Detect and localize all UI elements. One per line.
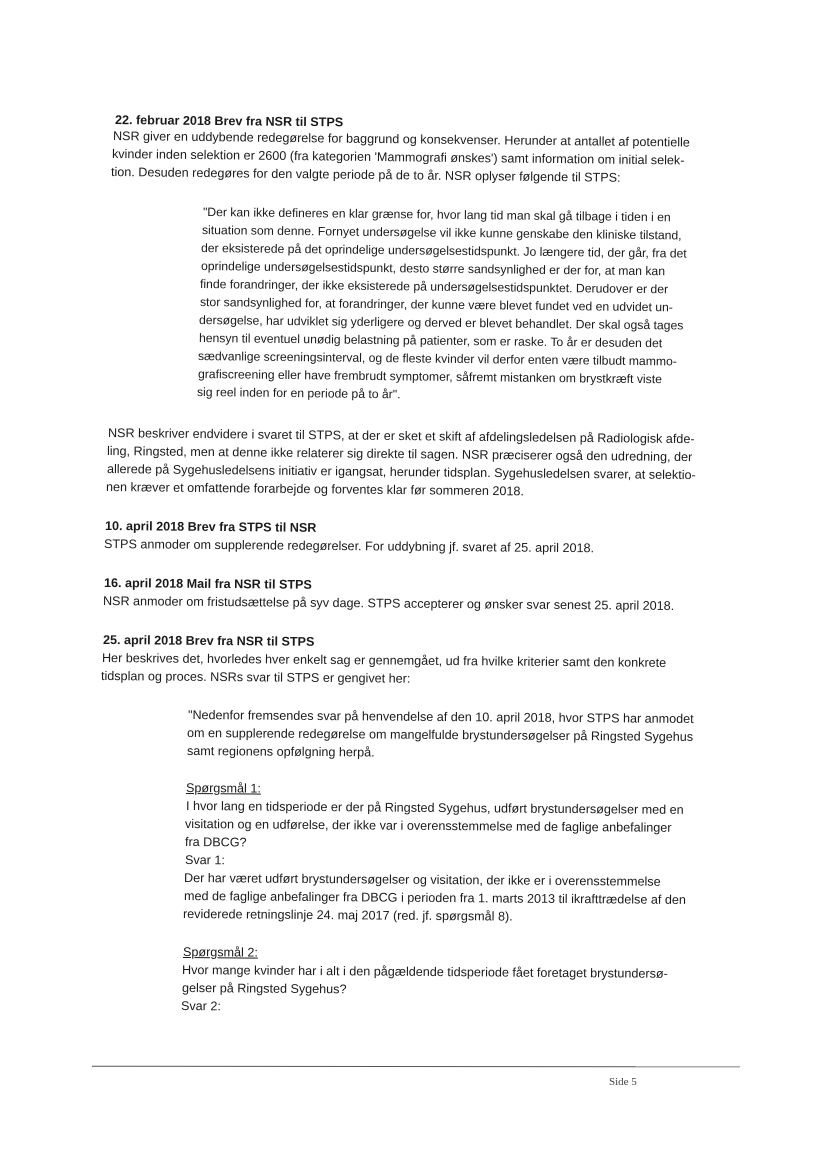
quote-line: hensyn til eventuel unødig belastning på patienter, som er raske. To år er desuden det: [198, 331, 663, 351]
question-line: gelser på Ringsted Sygehus?: [181, 981, 347, 997]
question-line: Hvor mange kvinder har i alt i den pågældende tidsperiode fået foretaget brystundersø-: [181, 963, 668, 981]
section-heading: 22. februar 2018 Brev fra NSR til STPS: [114, 113, 344, 130]
quote-intro-line: "Nedenfor fremsendes svar på henvendelse af den 10. april 2018, hvor STPS har anmodet: [187, 708, 694, 726]
quote-line: situation som denne. Fornyet undersøgelse vil ikke kunne genskabe den kliniske tilstand,: [201, 223, 682, 243]
question-line: fra DBCG?: [184, 835, 247, 850]
paragraph-line: NSR beskriver endvidere i svaret til STPS, at der er sket et skift af afdelingsledelsen på Radiologisk afde-: [107, 426, 695, 447]
quote-intro-line: om en supplerende redegørelse om mangelfulde brystundersøgelser på Ringsted Sygehus: [186, 726, 694, 744]
answer-line: Der har været udført brystundersøgelser og visitation, der ikke er i overensstemmelse: [183, 871, 661, 889]
paragraph-line: allerede på Sygehusledelsens initiativ er igangsat, herunder tidsplan. Sygehusledelsen svarer, at selektio-: [106, 462, 696, 483]
question-line: visitation og en udførelse, der ikke var i overensstemmelse med de faglige anbefalinger: [184, 817, 672, 835]
entry-text: tidsplan og proces. NSRs svar til STPS er gengivet her:: [100, 669, 411, 686]
entry-heading: 25. april 2018 Brev fra NSR til STPS: [102, 633, 315, 649]
answer-line: reviderede retningslinje 24. maj 2017 (red. jf. spørgsmål 8).: [182, 907, 513, 924]
entry-text: STPS anmoder om supplerende redegørelser. For uddybning jf. svaret af 25. april 2018.: [103, 537, 595, 556]
question-label: Spørgsmål 2:: [182, 945, 258, 960]
entry-heading: 10. april 2018 Brev fra STPS til NSR: [104, 519, 317, 535]
footer-divider: [92, 1066, 740, 1068]
answer-line: med de faglige anbefalinger fra DBCG i perioden fra 1. marts 2013 til ikrafttrædelse af den: [183, 889, 686, 907]
quote-line: dersøgelse, har udviklet sig yderligere og derved er blevet behandlet. Der skal også tages: [198, 313, 684, 333]
question-line: I hvor lang en tidsperiode er der på Ringsted Sygehus, udført brystundersøgelser med en: [185, 799, 684, 817]
paragraph-line: tion. Desuden redegøres for den valgte periode på de to år. NSR oplyser følgende til STPS:: [110, 165, 621, 185]
quote-line: "Der kan ikke defineres en klar grænse for, hvor lang tid man skal gå tilbage i tiden i en: [202, 205, 671, 225]
entry-text: Her beskrives det, hvorledes hver enkelt sag er gennemgået, ud fra hvilke kriterier samt den konkrete: [101, 651, 667, 670]
answer-label: Svar 2:: [180, 999, 221, 1014]
quote-line: finde forandringer, der ikke eksisterede på undersøgelsestidspunktet. Derudover er der: [199, 277, 669, 297]
page-number: Side 5: [609, 1076, 637, 1088]
question-label: Spørgsmål 1:: [185, 781, 261, 796]
quote-line: der eksisterede på det oprindelige undersøgelsestidspunkt. Jo længere tid, der går, fra det: [200, 241, 687, 261]
paragraph-line: kvinder inden selektion er 2600 (fra kategorien 'Mammografi ønskes') samt information om initial selek-: [111, 147, 685, 168]
paragraph-line: NSR giver en uddybende redegørelse for baggrund og konsekvenser. Herunder at antallet af potentielle: [112, 129, 690, 150]
entry-text: NSR anmoder om fristudsættelse på syv dage. STPS accepterer og ønsker svar senest 25. april 2018.: [102, 594, 675, 613]
paragraph-line: nen kræver et omfattende forarbejde og forventes klar før sommeren 2018.: [105, 480, 524, 499]
quote-intro-line: samt regionens opfølgning herpå.: [186, 744, 375, 760]
quote-line: sig reel inden for en periode på to år".: [196, 385, 401, 402]
quote-line: sædvanlige screeningsinterval, og de fleste kvinder vil derfor enten være tilbudt mammo-: [197, 349, 677, 369]
answer-label: Svar 1:: [184, 853, 225, 868]
quote-line: grafiscreening eller have frembrudt symptomer, såfremt mistanken om brystkræft viste: [197, 367, 663, 387]
entry-heading: 16. april 2018 Mail fra NSR til STPS: [103, 576, 312, 592]
quote-line: stor sandsynlighed for, at forandringer, der kunne være blevet fundet ved en udvidet un-: [199, 295, 673, 315]
quote-line: oprindelige undersøgelsestidspunkt, desto større sandsynlighed er der for, at man kan: [200, 259, 666, 279]
paragraph-line: ling, Ringsted, men at denne ikke relaterer sig direkte til sagen. NSR præciserer også den udredning, der: [106, 444, 693, 465]
